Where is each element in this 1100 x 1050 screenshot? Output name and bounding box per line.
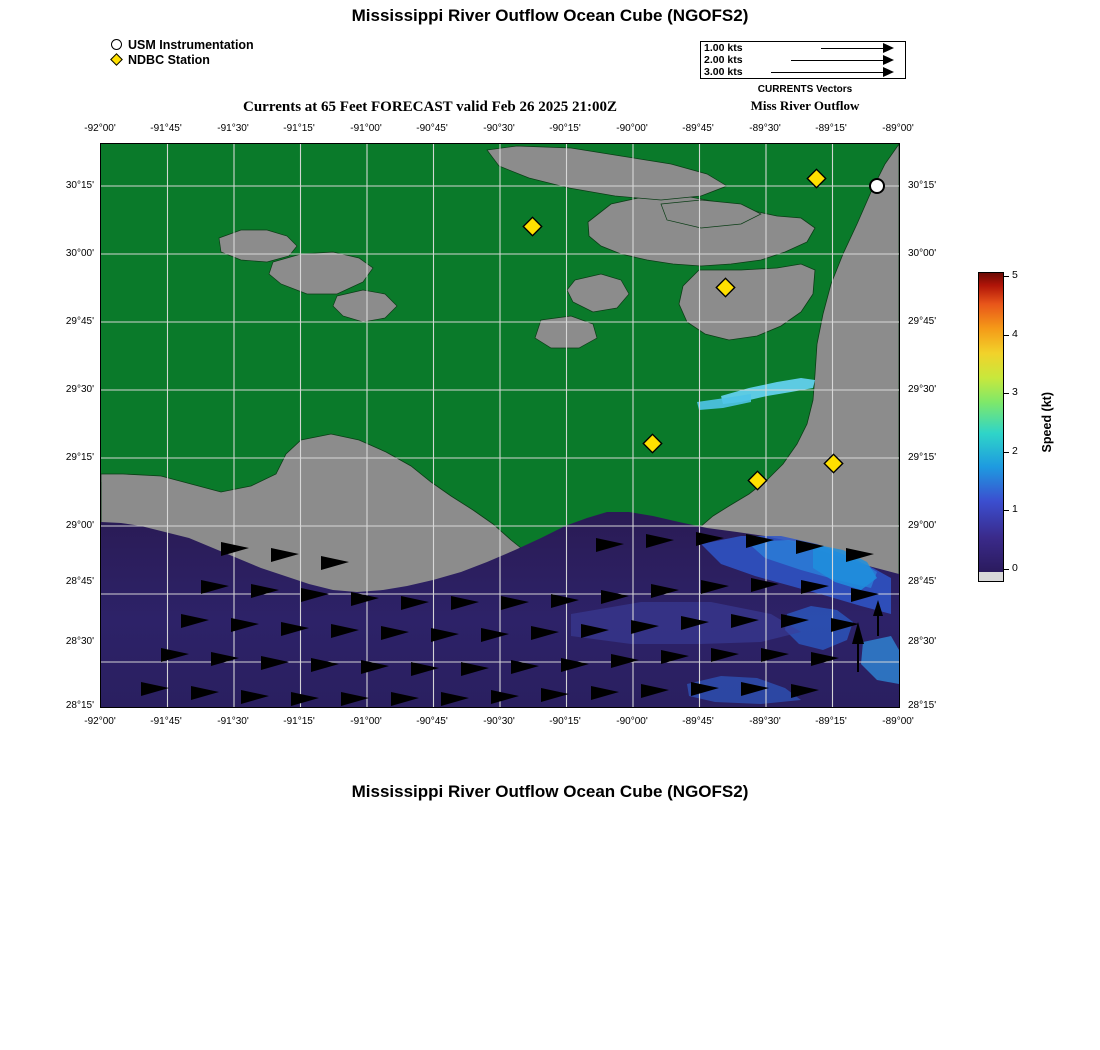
colorbar-tickmark xyxy=(1004,510,1009,511)
legend-item-label: NDBC Station xyxy=(128,53,210,67)
x-tick-label: -89°30' xyxy=(749,716,781,727)
x-tick-label: -90°45' xyxy=(416,123,448,134)
y-tick-label: 30°00' xyxy=(65,248,94,259)
x-tick-label: -90°00' xyxy=(616,123,648,134)
y-tick-label: 29°00' xyxy=(65,520,94,531)
colorbar-tick-label: 4 xyxy=(1012,328,1018,340)
x-tick-label: -89°00' xyxy=(882,716,914,727)
legend-item-usm xyxy=(110,38,254,52)
y-tick-label: 29°30' xyxy=(65,384,94,395)
y-tick-label: 29°00' xyxy=(908,520,937,531)
x-tick-label: -90°30' xyxy=(483,716,515,727)
colorbar-tickmark xyxy=(1004,569,1009,570)
vector-shaft-icon xyxy=(821,48,883,49)
x-tick-label: -91°15' xyxy=(283,716,315,727)
x-tick-label: -89°00' xyxy=(882,123,914,134)
x-tick-label: -92°00' xyxy=(84,716,116,727)
y-tick-label: 28°30' xyxy=(908,636,937,647)
usm-instrumentation-marker xyxy=(870,179,884,193)
legend-item-ndbc xyxy=(110,53,254,67)
map-canvas xyxy=(101,144,899,707)
x-tick-label: -91°00' xyxy=(350,716,382,727)
vector-scale-label: 2.00 kts xyxy=(704,54,743,66)
colorbar-tick-label: 1 xyxy=(1012,503,1018,515)
colorbar-tick-label: 3 xyxy=(1012,386,1018,398)
x-tick-label: -92°00' xyxy=(84,123,116,134)
x-tick-label: -91°45' xyxy=(150,123,182,134)
y-tick-label: 30°15' xyxy=(908,180,937,191)
x-tick-label: -89°15' xyxy=(815,716,847,727)
vector-scale-row-2 xyxy=(701,54,907,66)
vector-scale-label: 1.00 kts xyxy=(704,42,743,54)
y-tick-label: 30°00' xyxy=(908,248,937,259)
vector-arrowhead-icon xyxy=(883,67,894,77)
legend-item-label: USM Instrumentation xyxy=(128,38,254,52)
open-circle-marker-icon xyxy=(110,38,126,52)
y-tick-label: 28°15' xyxy=(908,700,937,711)
x-tick-label: -89°45' xyxy=(682,716,714,727)
y-tick-label: 30°15' xyxy=(65,180,94,191)
colorbar-axis-title: Speed (kt) xyxy=(1040,392,1054,453)
y-tick-label: 29°15' xyxy=(65,452,94,463)
vector-shaft-icon xyxy=(771,72,883,73)
x-tick-label: -91°00' xyxy=(350,123,382,134)
x-tick-label: -89°30' xyxy=(749,123,781,134)
colorbar-tickmark xyxy=(1004,335,1009,336)
x-tick-label: -91°15' xyxy=(283,123,315,134)
colorbar-tick-label: 2 xyxy=(1012,445,1018,457)
vector-arrowhead-icon xyxy=(883,55,894,65)
colorbar-tick-label: 0 xyxy=(1012,562,1018,574)
vector-shaft-icon xyxy=(791,60,883,61)
yellow-diamond-marker-icon xyxy=(110,53,126,67)
colorbar-tick-label: 5 xyxy=(1012,269,1018,281)
vector-scale-box xyxy=(700,41,906,79)
x-tick-label: -91°30' xyxy=(217,123,249,134)
x-tick-label: -91°30' xyxy=(217,716,249,727)
y-tick-label: 28°45' xyxy=(65,576,94,587)
x-tick-label: -89°45' xyxy=(682,123,714,134)
x-tick-label: -90°30' xyxy=(483,123,515,134)
vector-arrowhead-icon xyxy=(883,43,894,53)
y-tick-label: 28°30' xyxy=(65,636,94,647)
y-tick-label: 29°15' xyxy=(908,452,937,463)
x-tick-label: -90°15' xyxy=(549,123,581,134)
x-tick-label: -91°45' xyxy=(150,716,182,727)
y-tick-label: 29°45' xyxy=(908,316,937,327)
colorbar-tickmark xyxy=(1004,276,1009,277)
colorbar-tickmark xyxy=(1004,452,1009,453)
vector-scale-caption: CURRENTS Vectors xyxy=(757,84,853,95)
y-tick-label: 28°15' xyxy=(65,700,94,711)
x-tick-label: -89°15' xyxy=(815,123,847,134)
forecast-subtitle: Currents at 65 Feet FORECAST valid Feb 26 2025 21:00Z xyxy=(242,99,618,115)
x-tick-label: -90°45' xyxy=(416,716,448,727)
map-legend xyxy=(110,38,254,68)
vector-scale-row-3 xyxy=(701,66,907,78)
colorbar-tickmark xyxy=(1004,393,1009,394)
colorbar-gradient xyxy=(978,272,1004,582)
y-tick-label: 28°45' xyxy=(908,576,937,587)
bottom-title: Mississippi River Outflow Ocean Cube (NGOFS2) xyxy=(351,782,749,801)
page-title: Mississippi River Outflow Ocean Cube (NGOFS2) xyxy=(351,6,749,25)
y-tick-label: 29°30' xyxy=(908,384,937,395)
vector-scale-row-1 xyxy=(701,42,907,54)
vector-scale-title: Miss River Outflow xyxy=(750,98,860,113)
y-tick-label: 29°45' xyxy=(65,316,94,327)
map-plot-area[interactable] xyxy=(100,143,900,708)
vector-scale-label: 3.00 kts xyxy=(704,66,743,78)
x-tick-label: -90°15' xyxy=(549,716,581,727)
x-tick-label: -90°00' xyxy=(616,716,648,727)
